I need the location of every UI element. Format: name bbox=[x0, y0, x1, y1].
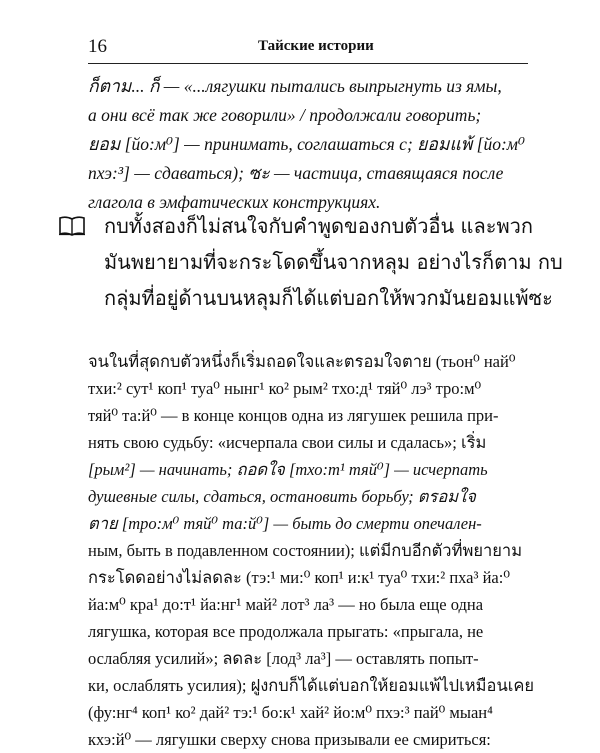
commentary-line: [рым²] — начинать; ถอดใจ [тхо:т¹ тяй⁰] — исчерпать bbox=[88, 460, 488, 479]
thai-story-paragraph bbox=[104, 208, 563, 316]
page-number: 16 bbox=[88, 36, 107, 57]
commentary-line: ки, ослаблять усилия); ฝูงกบก็ได้แต่บอกให้ยอมแพ้ไปเหมือนเคย bbox=[88, 676, 535, 695]
running-title: Тайские истории bbox=[258, 38, 374, 54]
gloss-line: ยอม [йо:м⁰] — принимать, соглашаться с; ยอมแพ้ [йо:м⁰ bbox=[88, 134, 525, 154]
gloss-line: глагола в эмфатических конструкциях. bbox=[88, 192, 381, 212]
page-header bbox=[88, 36, 528, 60]
commentary-line: лягушка, которая все продолжала прыгать: «прыгала, не bbox=[88, 622, 484, 641]
commentary-line: ослабляя усилий»; ลดละ [лод³ ла³] — оставлять попыт- bbox=[88, 649, 479, 668]
gloss-line: а они всё так же говорили» / продолжали говорить; bbox=[88, 105, 482, 125]
commentary-line: ตาย [тро:м⁰ тяй⁰ та:й⁰] — быть до смерти опечален- bbox=[88, 514, 482, 533]
gloss-paragraph bbox=[88, 72, 528, 217]
commentary-line: тхи:² сут¹ коп¹ туа⁰ нынг¹ ко² рым² тхо:д¹ тяй⁰ лэ³ тро:м⁰ bbox=[88, 379, 482, 398]
commentary-line: (фу:нг⁴ коп¹ ко² дай² тэ:¹ бо:к¹ хай² йо:м⁰ пхэ:³ пай⁰ мыан⁴ bbox=[88, 703, 493, 722]
commentary-line: จนในที่สุดกบตัวหนึ่งก็เริ่มถอดใจและตรอมใจตาย (тьон⁰ най⁰ bbox=[88, 352, 516, 371]
thai-line: มันพยายามที่จะกระโดดขึ้นจากหลุม อย่างไรก็ตาม กบ bbox=[104, 250, 563, 274]
open-book-icon bbox=[58, 215, 86, 237]
commentary-line: тяй⁰ та:й⁰ — в конце концов одна из лягушек решила при- bbox=[88, 406, 499, 425]
commentary-line: ным, быть в подавленном состоянии); แต่มีกบอีกตัวที่พยายาม bbox=[88, 541, 523, 560]
gloss-line: пхэ:³] — сдаваться); ซะ — частица, ставящаяся после bbox=[88, 163, 504, 183]
commentary-line: нять свою судьбу: «исчерпала свои силы и сдалась»; เริ่ม bbox=[88, 433, 487, 452]
commentary-line: กระโดดอย่างไม่ลดละ (тэ:¹ ми:⁰ коп¹ и:к¹ туа⁰ тхи:² пха³ йа:⁰ bbox=[88, 568, 510, 587]
thai-line: กบทั้งสองก็ไม่สนใจกับคำพูดของกบตัวอื่น และพวก bbox=[104, 214, 533, 238]
commentary-line: душевные силы, сдаться, остановить борьбу; ตรอมใจ bbox=[88, 487, 476, 506]
commentary-paragraph bbox=[88, 348, 533, 753]
thai-line: กลุ่มที่อยู่ด้านบนหลุมก็ได้แต่บอกให้พวกมันยอมแพ้ซะ bbox=[104, 286, 553, 310]
commentary-line: кхэ:й⁰ — лягушки сверху снова призывали ее смириться: bbox=[88, 730, 491, 749]
gloss-line: ก็ตาม... ก็ — «...лягушки пытались выпрыгнуть из ямы, bbox=[88, 76, 502, 96]
header-rule bbox=[88, 63, 528, 64]
commentary-line: йа:м⁰ кра¹ до:т¹ йа:нг¹ май² лот³ ла³ — но была еще одна bbox=[88, 595, 484, 614]
